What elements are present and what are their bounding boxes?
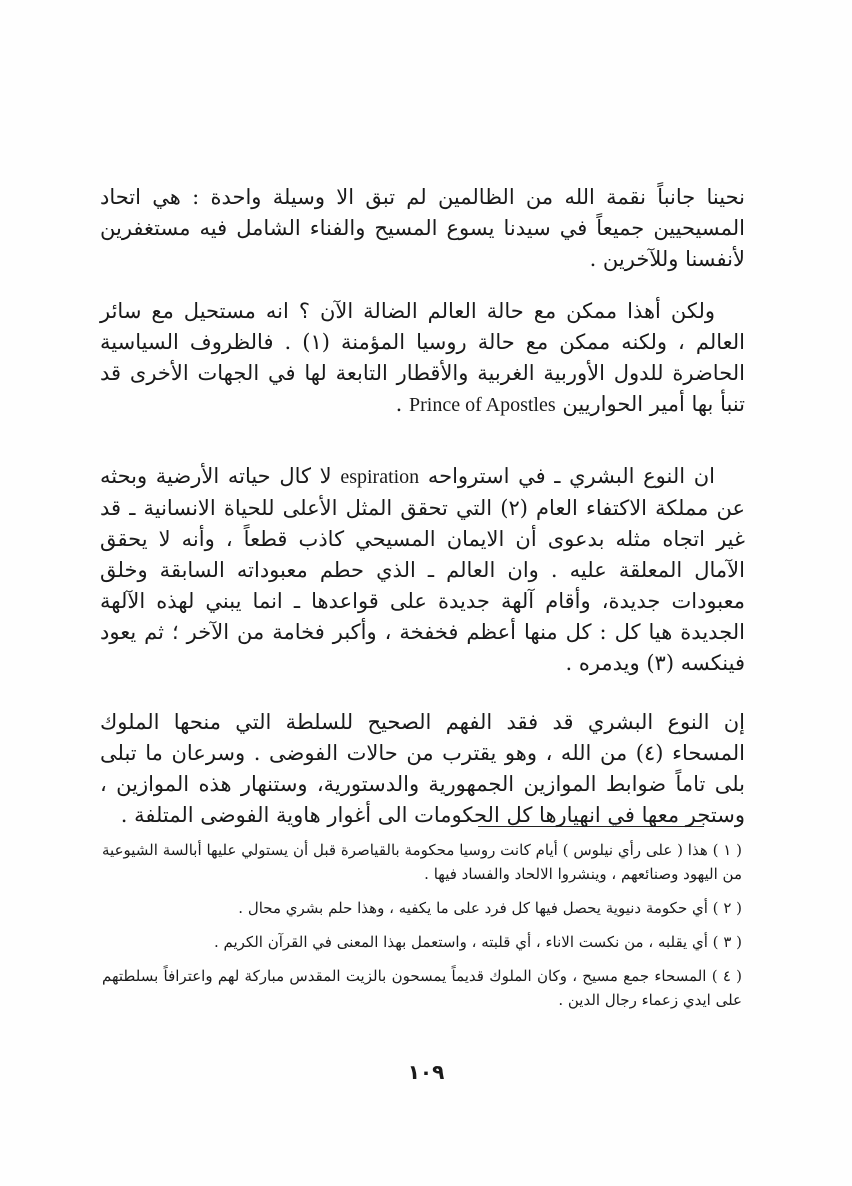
latin-phrase-apostles: Prince of Apostles <box>409 394 556 416</box>
paragraph-3-start: ان النوع البشري ـ في استرواحه <box>427 464 715 488</box>
footnote-divider <box>478 826 704 827</box>
footnotes <box>102 838 742 1022</box>
paragraph-3-rest: لا كال حياته الأرضية وبحثه عن مملكة الاكتفاء العام (٢) التي تحقق المثل الأعلى للحياة الانسانية ـ قد غير اتجاه مثله بدعوى أن الايمان المسيحي كاذب قطعاً ، وأنه لا يحقق الآمال المعلقة عليه . وان العالم ـ الذي حطم معبوداته السابقة وخلق معبودات جديدة، وأقام آلهة جديدة على قواعدها ـ انما يبني لهذه الآلهة الجديدة هيا كل : كل منها أعظم فخفخة ، وأكبر فخامة من الآخر ؛ ثم يعود فينكسه (٣) ويدمره . <box>100 464 745 675</box>
page-number: ١٠٩ <box>407 1060 445 1084</box>
latin-word-espiration: espiration <box>340 466 420 488</box>
paragraph-2 <box>100 296 745 421</box>
paragraph-1: نحينا جانباً نقمة الله من الظالمين لم تبق الا وسيلة واحدة : هي اتحاد المسيحيين جميعاً في سيدنا يسوع المسيح والفناء الشامل فيه مستغفرين لأنفسنا وللآخرين . <box>100 185 745 271</box>
paragraph-2-end: . <box>395 392 409 416</box>
paragraph-3 <box>100 461 745 679</box>
footnote-1: ( ١ ) هذا ( على رأي نيلوس ) أيام كانت روسيا محكومة بالقياصرة قبل أن يستولي عليها أبالسة الشيوعية من اليهود وصنائعهم ، وينشروا الالحاد والفساد فيها . <box>102 841 743 883</box>
body-text <box>100 182 745 831</box>
footnote-2: ( ٢ ) أي حكومة دنيوية يحصل فيها كل فرد على ما يكفيه ، وهذا حلم بشري محال . <box>238 899 742 917</box>
paragraph-2-text: ولكن أهذا ممكن مع حالة العالم الضالة الآن ؟ انه مستحيل مع سائر العالم ، ولكنه ممكن مع حالة روسيا المؤمنة (١) . فالظروف السياسية الحاضرة للدول الأوربية الغربية والأقطار التابعة لها في الجهات الأخرى قد تنبأ بها أمير الحواريين <box>100 299 745 416</box>
footnote-3: ( ٣ ) أي يقلبه ، من نكست الاناء ، أي قلبته ، واستعمل بهذا المعنى في القرآن الكريم . <box>213 933 742 951</box>
paragraph-4: إن النوع البشري قد فقد الفهم الصحيح للسلطة التي منحها الملوك المسحاء (٤) من الله ، وهو يقترب من حالات الفوضى . وسرعان ما تبلى بلى تاماً ضوابط الموازين الجمهورية والدستورية، وستنهار هذه الموازين ، وستجر معها في انهيارها كل الحكومات الى أغوار هاوية الفوضى المتلفة . <box>100 710 746 827</box>
footnote-4: ( ٤ ) المسحاء جمع مسيح ، وكان الملوك قديماً يمسحون بالزيت المقدس مباركة لهم واعترافاً بسلطتهم على ايدي زعماء رجال الدين . <box>102 967 742 1009</box>
